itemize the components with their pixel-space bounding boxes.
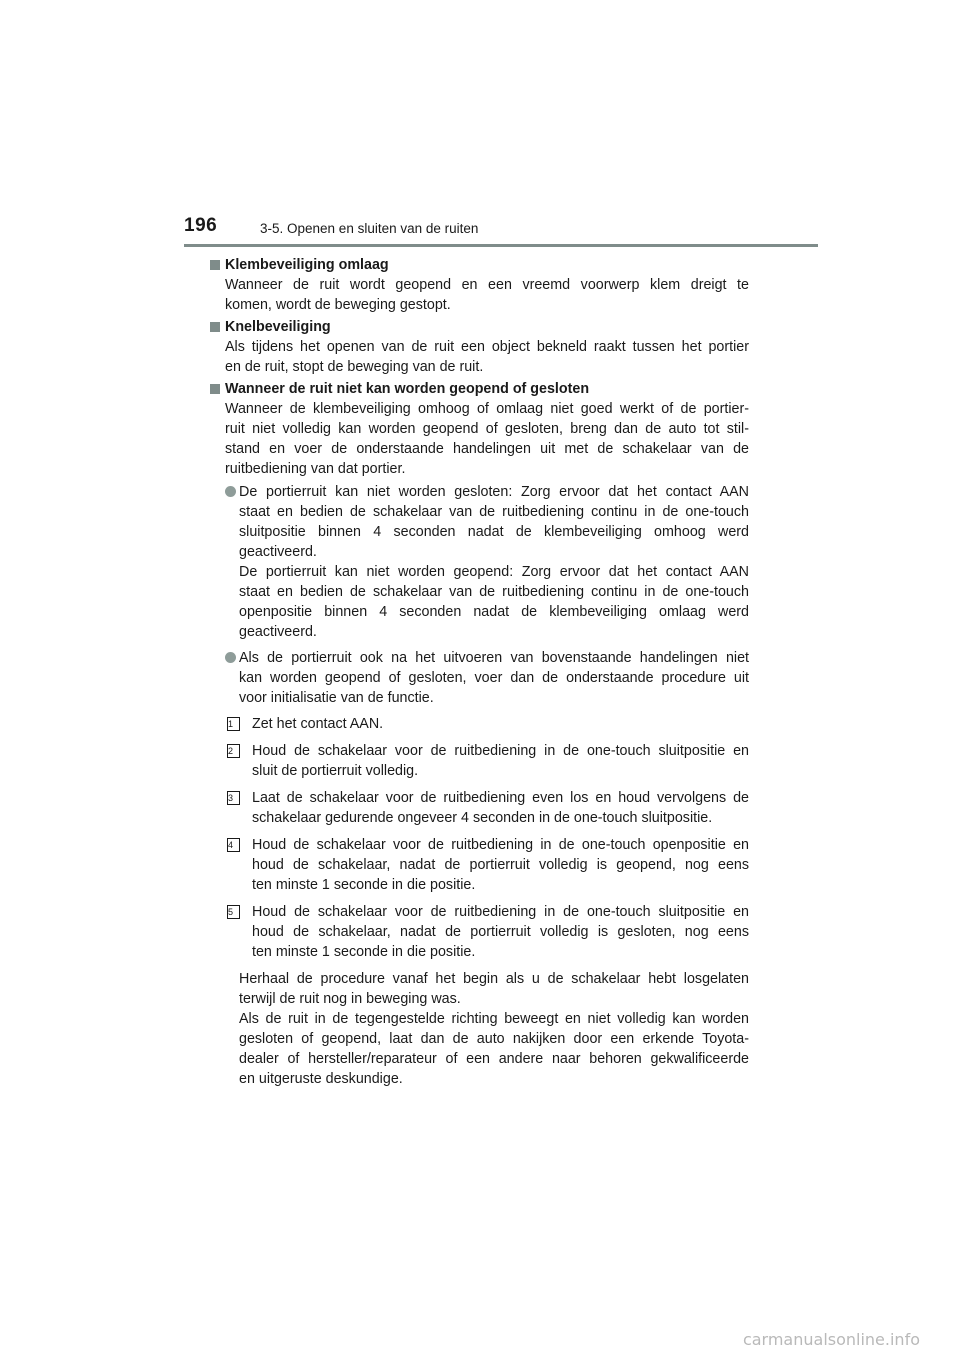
procedure-step: 2 Houd de schakelaar voor de ruitbediening in de one-touch sluitpositie en sluit de portierruit volledig.	[228, 743, 749, 779]
step-number-box: 2	[227, 744, 240, 758]
square-bullet-icon	[210, 322, 220, 332]
section-heading: Klembeveiliging omlaag	[209, 255, 749, 275]
procedure-step: 3 Laat de schakelaar voor de ruitbediening even los en houd vervolgens de schakelaar gedurende ongeveer 4 seconden in de one-touch sluitpositie.	[228, 790, 749, 826]
step-number-box: 1	[227, 717, 240, 731]
header-divider	[184, 244, 818, 247]
procedure-step: 1 Zet het contact AAN.	[228, 716, 384, 732]
square-bullet-icon	[210, 384, 220, 394]
procedure-step: 4 Houd de schakelaar voor de ruitbediening in de one-touch openpositie en houd de schakelaar, nadat de portierruit volledig is geopend, nog eens ten minste 1 seconde in die positie.	[228, 837, 749, 893]
section-klembeveiliging	[209, 255, 749, 315]
step-number-box: 3	[227, 791, 240, 805]
section-ruit-niet-openen	[209, 379, 749, 479]
section-paragraph: Als tijdens het openen van de ruit een object bekneld raakt tussen het portier en de ruit, stopt de beweging van de ruit.	[225, 339, 749, 375]
step-number-box: 5	[227, 905, 240, 919]
watermark: carmanualsonline.info	[742, 1330, 920, 1349]
page-content	[209, 255, 749, 1089]
closing-paragraph: Herhaal de procedure vanaf het begin als u de schakelaar hebt losgelaten terwijl de ruit nog in beweging was. Als de ruit in de tegengestelde richting beweegt en niet volledig kan worden gesloten of geopend, laat dan de auto nakijken door een erkende Toyota- dealer of hersteller/reparateur of een andere naar behoren gekwalificeerde en uitgeruste deskundige.	[239, 971, 749, 1087]
bullet-item: De portierruit kan niet worden gesloten: Zorg ervoor dat het contact AAN staat en bedien de schakelaar van de ruitbediening continu in de one-touch sluitpositie binnen 4 seconden nadat de klembeveiliging omhoog werd geactiveerd. De portierruit kan niet worden geopend: Zorg ervoor dat het contact AAN staat en bedien de schakelaar van de ruitbediening continu in de one-touch openpositie binnen 4 seconden nadat de klembeveiliging omlaag werd geactiveerd.	[209, 482, 749, 642]
bullet-item: Als de portierruit ook na het uitvoeren van bovenstaande handelingen niet kan worden geopend of gesloten, voer dan de onderstaande procedure uit voor initialisatie van de functie.	[209, 648, 749, 708]
section-heading: Wanneer de ruit niet kan worden geopend of gesloten	[209, 379, 749, 399]
section-paragraph: Wanneer de klembeveiliging omhoog of omlaag niet goed werkt of de portier- ruit niet volledig kan worden geopend of gesloten, breng dan de auto tot stil- stand en voer de onderstaande handelingen uit met de schakelaar van de ruitbediening van dat portier.	[225, 401, 749, 477]
round-bullet-icon	[225, 652, 236, 663]
section-knelbeveiliging	[209, 317, 749, 377]
procedure-steps	[209, 714, 749, 962]
section-heading: Knelbeveiliging	[209, 317, 749, 337]
section-title: 3-5. Openen en sluiten van de ruiten	[260, 221, 479, 236]
page-header	[184, 215, 824, 245]
step-number-box: 4	[227, 838, 240, 852]
round-bullet-icon	[225, 486, 236, 497]
page-number: 196	[184, 215, 218, 236]
square-bullet-icon	[210, 260, 220, 270]
procedure-step: 5 Houd de schakelaar voor de ruitbediening in de one-touch sluitpositie en houd de schakelaar, nadat de portierruit volledig is gesloten, nog eens ten minste 1 seconde in die positie.	[228, 904, 749, 960]
section-paragraph: Wanneer de ruit wordt geopend en een vreemd voorwerp klem dreigt te komen, wordt de beweging gestopt.	[225, 277, 749, 313]
